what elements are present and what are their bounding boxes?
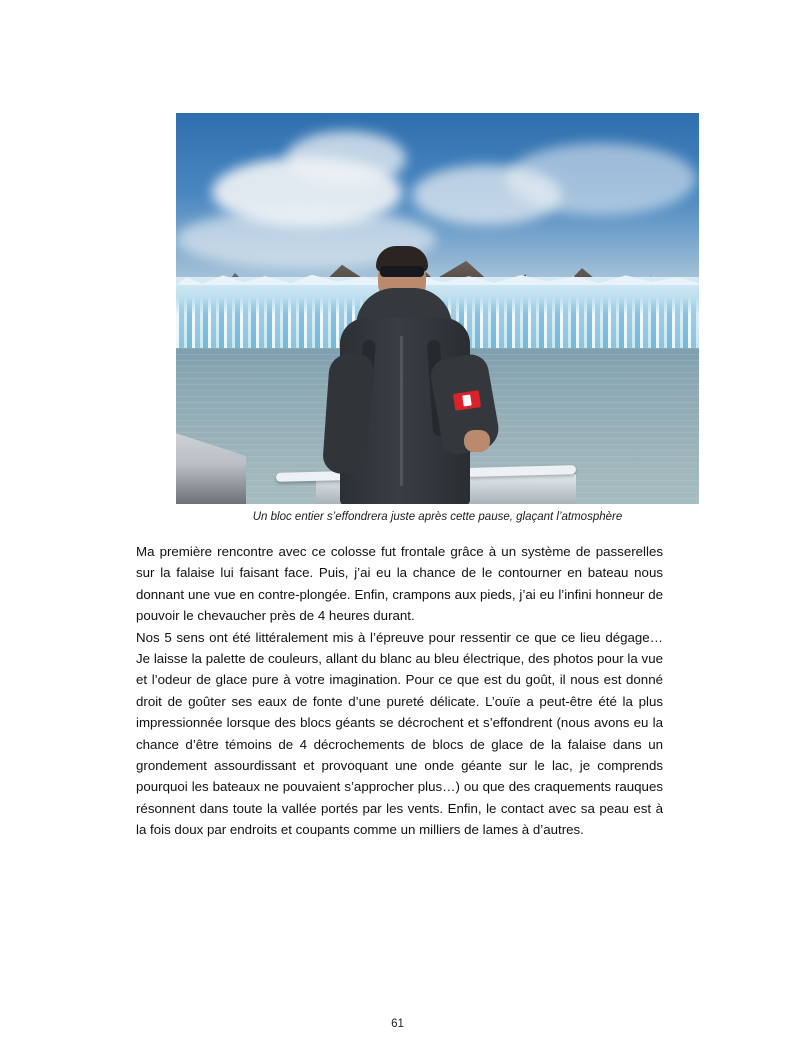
paragraph-1: Ma première rencontre avec ce colosse fut frontale grâce à un système de passerelles sur la falaise lui faisant face. Puis, j’ai eu la chance de le contourner en bateau nous donnant une vue en contre-plongée. Enfin, crampons aux pieds, j’ai eu l’infini honneur de pouvoir le chevaucher près de 4 heures durant. [136, 544, 663, 624]
person-portrait [304, 244, 514, 504]
person-hand [464, 430, 490, 452]
figure-glacier [176, 113, 699, 523]
cloud-icon [286, 131, 406, 186]
cloud-icon [506, 143, 696, 215]
page-number: 61 [391, 1018, 404, 1030]
person-arm-left [322, 353, 374, 476]
jacket-zipper [400, 336, 403, 486]
photo-perito-moreno [176, 113, 699, 504]
paragraph-2: Nos 5 sens ont été littéralement mis à l’épreuve pour ressentir ce que ce lieu dégage… Je laisse la palette de couleurs, allant du blanc au bleu électrique, des photos pour la vue et l’odeur de glace pure à votre imagination. Pour ce que est du goût, il nous est donné droit de goûter ses eaux de fonte d’une pureté délicate. L’ouïe a peut-être été la plus impressionnée lorsque des blocs géants se décrochent et s’effondrent (nous avons eu la chance d’être témoins de 4 décrochements de blocs de glace de la falaise dans un grondement assourdissant et provoquant une onde géante sur le lac, je comprends pourquoi les bateaux ne pouvaient s’approcher plus…) ou que des craquements rauques résonnent dans toute la vallée portés par les vents. Enfin, le contact avec sa peau est à la fois doux par endroits et coupants comme un milliers de lames à d’autres. [136, 629, 663, 838]
flag-patch-icon [453, 390, 481, 410]
body-text [136, 541, 663, 841]
sunglasses-icon [380, 266, 424, 277]
figure-caption: Un bloc entier s’effondrera juste après cette pause, glaçant l’atmosphère [252, 511, 623, 523]
